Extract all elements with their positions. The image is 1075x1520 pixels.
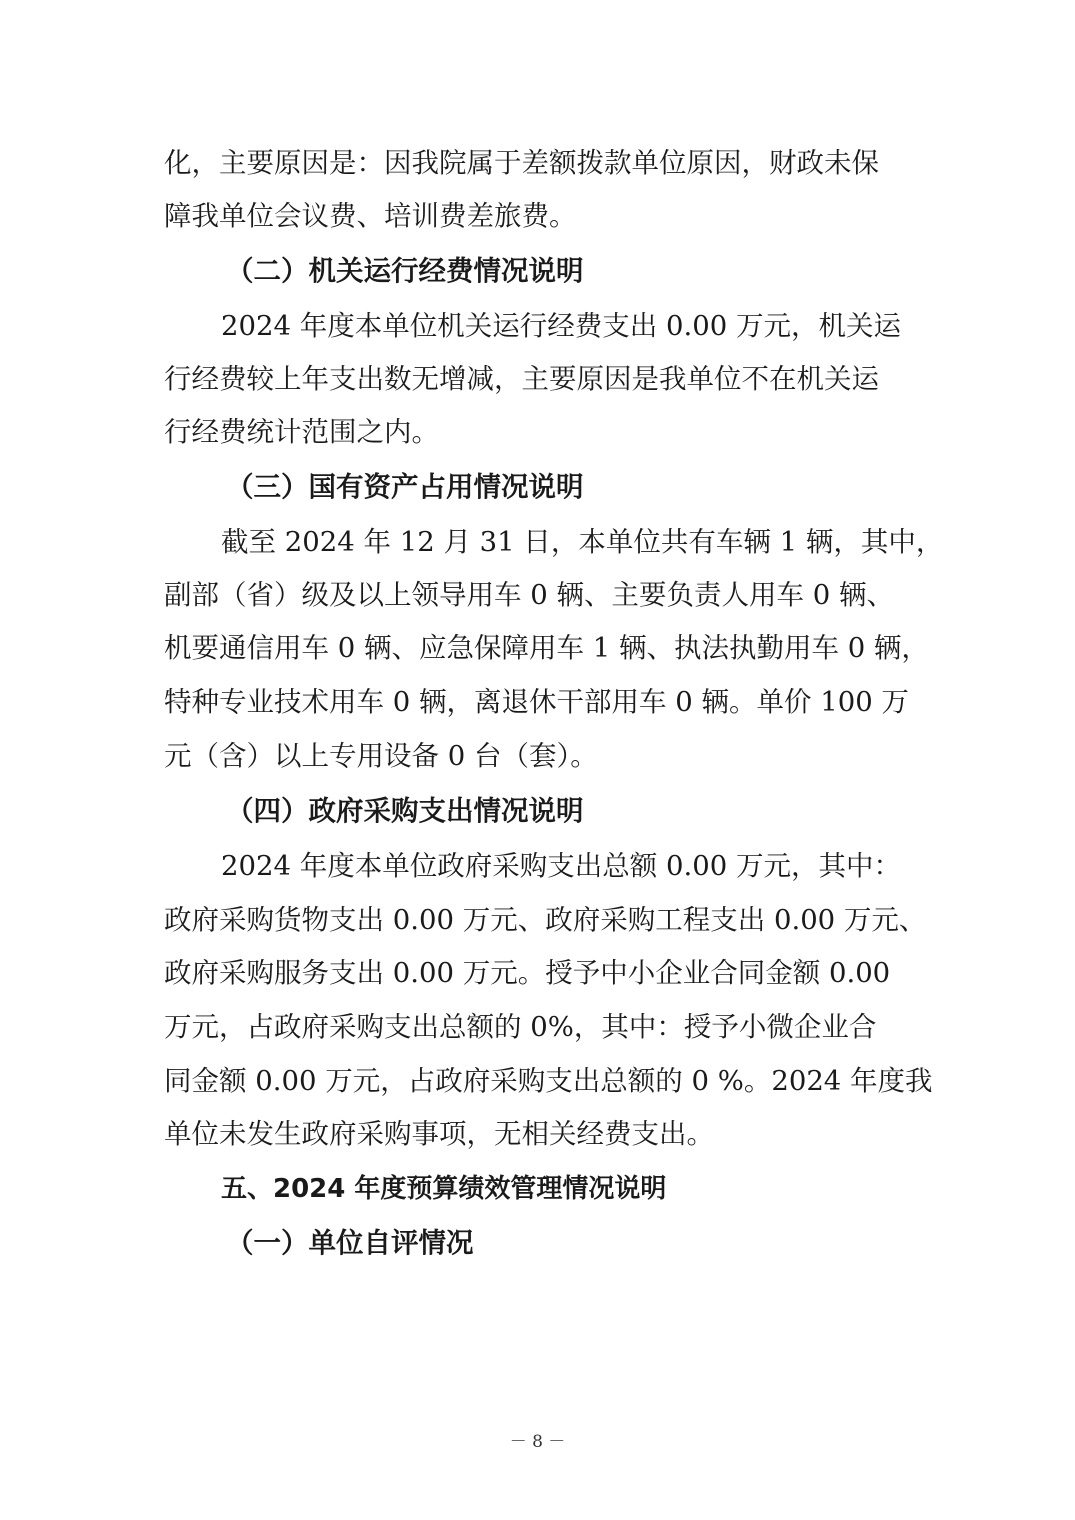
body-text-line: 2024 年度本单位机关运行经费支出 0.00 万元，机关运 — [221, 310, 901, 342]
body-text-line: 副部（省）级及以上领导用车 0 辆、主要负责人用车 0 辆、 — [164, 579, 894, 611]
body-text-line: 2024 年度本单位政府采购支出总额 0.00 万元，其中： — [221, 850, 901, 882]
section-heading-office-expenses: （二）机关运行经费情况说明 — [226, 255, 584, 287]
body-text-line: 机要通信用车 0 辆、应急保障用车 1 辆、执法执勤用车 0 辆， — [164, 632, 929, 664]
body-text-line: 特种专业技术用车 0 辆，离退休干部用车 0 辆。单价 100 万 — [164, 686, 909, 718]
body-text-line: 同金额 0.00 万元，占政府采购支出总额的 0 %。2024 年度我 — [164, 1065, 933, 1097]
body-text-line: 万元，占政府采购支出总额的 0%，其中：授予小微企业合 — [164, 1011, 877, 1043]
body-text-line: 元（含）以上专用设备 0 台（套）。 — [164, 740, 598, 772]
body-text-line: 政府采购货物支出 0.00 万元、政府采购工程支出 0.00 万元、 — [164, 904, 927, 936]
body-text-line: 单位未发生政府采购事项，无相关经费支出。 — [164, 1118, 714, 1150]
section-heading-procurement: （四）政府采购支出情况说明 — [226, 795, 584, 827]
page-number: － 8 － — [509, 1432, 566, 1452]
body-text-line: 行经费较上年支出数无增减，主要原因是我单位不在机关运 — [164, 363, 879, 395]
section-heading-state-assets: （三）国有资产占用情况说明 — [226, 471, 584, 503]
chapter-heading-performance: 五、2024 年度预算绩效管理情况说明 — [221, 1174, 667, 1204]
body-text-line: 化，主要原因是：因我院属于差额拨款单位原因，财政未保 — [164, 147, 879, 179]
section-heading-self-evaluation: （一）单位自评情况 — [226, 1227, 474, 1259]
body-text-line: 截至 2024 年 12 月 31 日，本单位共有车辆 1 辆，其中， — [221, 526, 944, 558]
body-text-line: 政府采购服务支出 0.00 万元。授予中小企业合同金额 0.00 — [164, 957, 891, 989]
body-text-line: 行经费统计范围之内。 — [164, 416, 439, 448]
body-text-line: 障我单位会议费、培训费差旅费。 — [164, 200, 577, 232]
